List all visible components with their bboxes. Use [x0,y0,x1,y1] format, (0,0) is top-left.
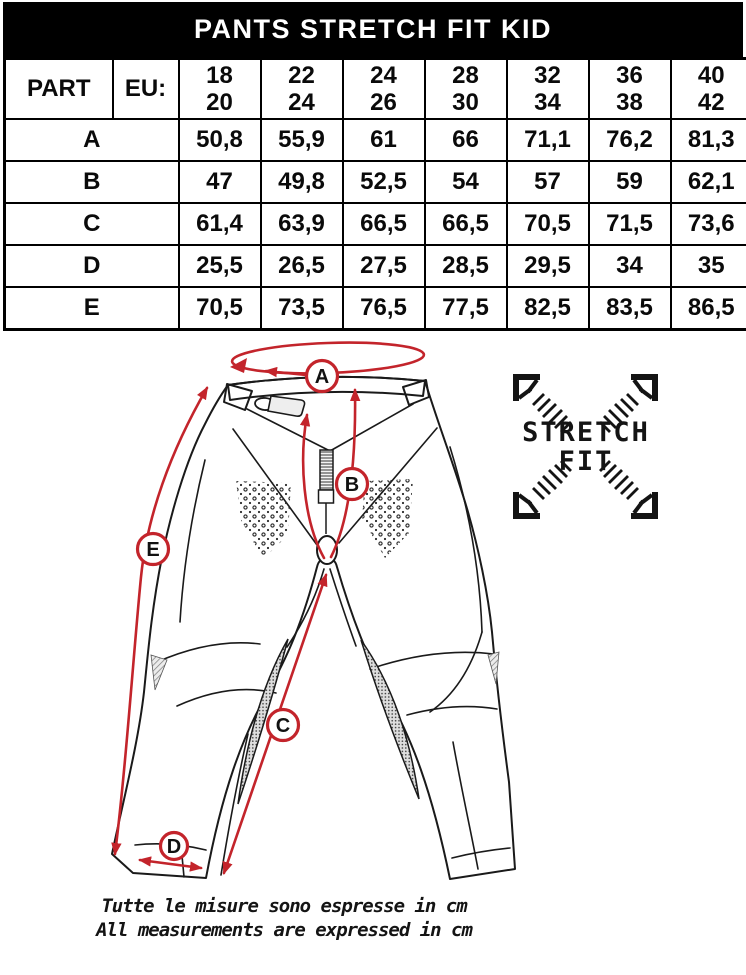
row-label: D [5,245,179,287]
perforation-left [236,481,291,559]
svg-text:A: A [315,366,329,388]
stretch-fit-text-line1: STRETCH [522,417,650,448]
svg-text:E: E [146,539,159,561]
footer-note-english: All measurements are expressed in cm [94,919,473,941]
svg-text:D: D [167,836,181,858]
inner-seam-right [330,569,356,646]
measure-label-c [268,709,299,740]
pants-diagram-svg [0,331,746,965]
measure-arrow-e [115,388,207,854]
pants-outline [112,376,515,878]
stretch-fit-text-line2: FIT [559,446,614,477]
table-row-e: E 70,5 73,5 76,5 77,5 82,5 83,5 86,5 [5,287,746,329]
row-label: A [5,119,179,161]
cuff-seam-right [452,848,510,858]
svg-text:C: C [276,715,290,737]
measurement-diagram [0,331,746,965]
knee-seam-left-upper [157,642,260,661]
row-label: C [5,203,179,245]
size-col-header: 36 38 [589,59,671,120]
size-col-header: 40 42 [671,59,746,120]
table-row-b: B 47 49,8 52,5 54 57 59 62,1 [5,161,746,203]
hip-panel-left [151,655,167,690]
pants-drawing [112,376,515,878]
size-col-header: 24 26 [343,59,425,120]
table-row-d: D 25,5 26,5 27,5 28,5 29,5 34 35 [5,245,746,287]
row-label: B [5,161,179,203]
size-col-header: 18 20 [179,59,261,120]
measure-label-e [138,533,169,564]
knee-seam-right-lower [407,706,497,714]
zipper-pull [319,490,334,503]
zipper-teeth [320,450,333,490]
perforation-right [362,479,413,558]
row-label: E [5,287,179,329]
svg-text:B: B [345,474,359,496]
size-col-header: 28 30 [425,59,507,120]
thigh-seam-left [180,460,205,622]
size-table [3,57,746,331]
fly-seam-right [330,404,413,451]
measure-label-d [161,832,188,859]
knee-seam-right-upper [370,652,494,669]
size-col-header: 32 34 [507,59,589,120]
shin-seam-right [453,742,478,869]
size-header-row [5,59,746,120]
measure-arrow-d [140,860,201,868]
chart-title-bar [3,2,743,57]
measure-label-b [337,468,368,499]
stretch-fit-logo [516,377,655,516]
eu-header: EU: [113,59,179,120]
shin-seam-left [221,734,248,875]
thigh-seam-right [450,447,482,632]
footer-note-italian: Tutte le misure sono espresse in cm [101,895,468,917]
part-header: PART [5,59,113,120]
measure-label-a [307,360,338,391]
table-row-c: C 61,4 63,9 66,5 66,5 70,5 71,5 73,6 [5,203,746,245]
waist-strap [268,396,305,416]
mesh-panel-right [361,640,419,799]
knee-curve-right [430,632,482,712]
size-col-header: 22 24 [261,59,343,120]
table-row-a: A 50,8 55,9 61 66 71,1 76,2 81,3 [5,119,746,161]
chart-title: PANTS STRETCH FIT KID [194,14,552,45]
